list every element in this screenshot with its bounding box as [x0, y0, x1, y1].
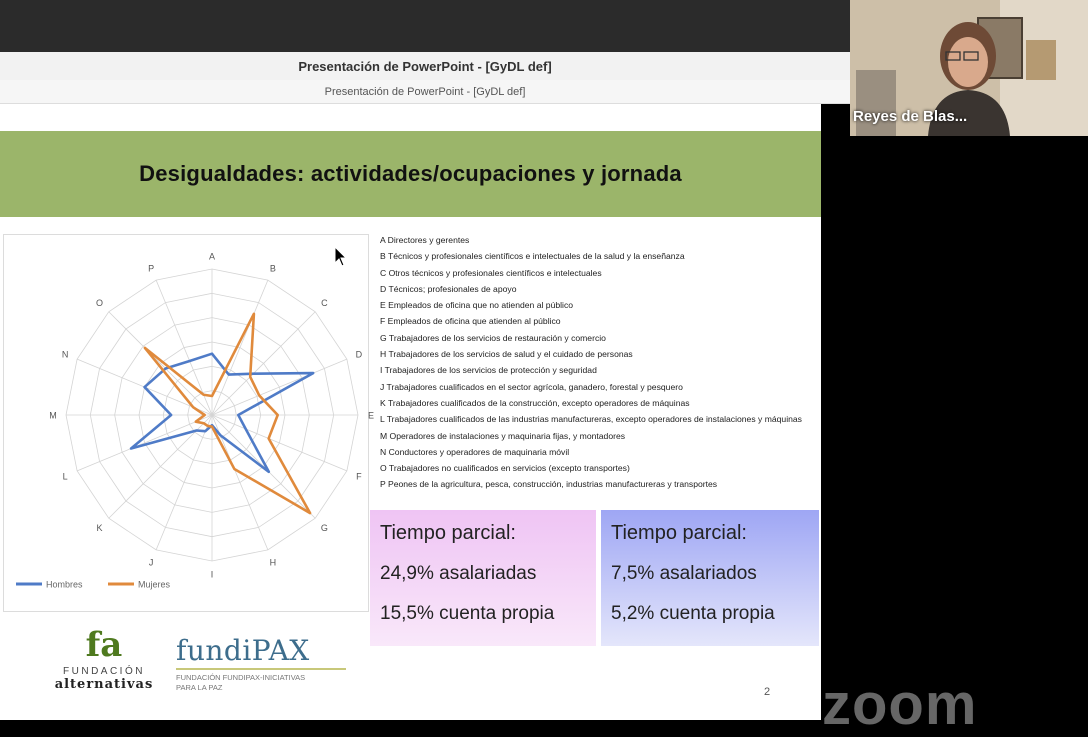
presentation-subtitle: Presentación de PowerPoint - [GyDL def]: [325, 86, 526, 98]
legend-item: L Trabajadores cualificados de las industrias manufactureras, excepto operadores de instalaciones y máquinas: [380, 411, 820, 427]
radar-spoke: [109, 312, 212, 415]
part-time-women-employed: 24,9% asalariadas: [380, 563, 586, 585]
fundacion-alternativas-logo: [44, 628, 164, 698]
radar-axis-label: C: [321, 298, 328, 308]
legend-item: B Técnicos y profesionales científicos e intelectuales de la salud y la enseñanza: [380, 248, 820, 264]
part-time-men-employed: 7,5% asalariados: [611, 563, 809, 585]
radar-axis-label: E: [368, 411, 374, 421]
legend-item: O Trabajadores no cualificados en servicios (excepto transportes): [380, 460, 820, 476]
presentation-title-bar: [0, 52, 850, 80]
radar-axis-label: J: [149, 557, 154, 567]
radar-axis-label: L: [63, 471, 68, 481]
radar-series-hombres: [131, 354, 313, 472]
presentation-title: Presentación de PowerPoint - [GyDL def]: [298, 59, 551, 74]
slide-header: [0, 131, 821, 217]
legend-item: A Directores y gerentes: [380, 232, 820, 248]
radar-spoke: [212, 359, 347, 415]
legend-item: E Empleados de oficina que no atienden al público: [380, 297, 820, 313]
legend-item: N Conductores y operadores de maquinaria móvil: [380, 444, 820, 460]
participant-name: Reyes de Blas...: [853, 108, 967, 125]
radar-chart-svg: [4, 235, 368, 611]
fundipax-logo: [176, 634, 356, 704]
presentation-subtitle-bar: [0, 80, 850, 104]
legend-item: J Trabajadores cualificados en el sector agrícola, ganadero, forestal y pesquero: [380, 379, 820, 395]
part-time-women-box: [370, 510, 596, 646]
radar-axis-label: D: [356, 350, 363, 360]
radar-axis-label: P: [148, 264, 154, 274]
fa-logo-mark: fa: [44, 628, 164, 662]
fundipax-name: fundiPAX: [176, 634, 356, 667]
radar-axis-label: I: [211, 570, 214, 580]
legend-item: M Operadores de instalaciones y maquinaria fijas, y montadores: [380, 428, 820, 444]
radar-axis-label: B: [270, 264, 276, 274]
legend-item: K Trabajadores cualificados de la construcción, excepto operadores de máquinas: [380, 395, 820, 411]
legend-item: G Trabajadores de los servicios de restauración y comercio: [380, 330, 820, 346]
top-black-bar: [0, 0, 850, 52]
fundipax-subtitle: FUNDACIÓN FUNDIPAX-INICIATIVAS PARA LA PAZ: [176, 673, 326, 693]
legend-item: C Otros técnicos y profesionales científicos e intelectuales: [380, 265, 820, 281]
radar-axis-label: G: [321, 523, 328, 533]
legend-item: H Trabajadores de los servicios de salud y el cuidado de personas: [380, 346, 820, 362]
occupation-legend-list: [380, 232, 820, 493]
radar-axis-label: K: [97, 523, 103, 533]
part-time-men-box: [601, 510, 819, 646]
legend-item: I Trabajadores de los servicios de protección y seguridad: [380, 362, 820, 378]
legend-item: D Técnicos; profesionales de apoyo: [380, 281, 820, 297]
radar-axis-label: F: [356, 471, 362, 481]
legend-item: F Empleados de oficina que atienden al público: [380, 313, 820, 329]
radar-axis-label: N: [62, 350, 69, 360]
slide-heading: Desigualdades: actividades/ocupaciones y jornada: [139, 161, 682, 187]
legend-item: P Peones de la agricultura, pesca, construcción, industrias manufactureras y transportes: [380, 476, 820, 492]
part-time-men-self-employed: 5,2% cuenta propia: [611, 603, 809, 625]
part-time-women-self-employed: 15,5% cuenta propia: [380, 603, 586, 625]
radar-axis-label: O: [96, 298, 103, 308]
fa-logo-line1: FUNDACIÓN: [44, 666, 164, 677]
fundipax-rule: [176, 668, 346, 670]
radar-spoke: [77, 415, 212, 471]
chart-legend-label: Mujeres: [138, 580, 171, 590]
part-time-women-title: Tiempo parcial:: [380, 522, 586, 545]
chart-legend-label: Hombres: [46, 580, 83, 590]
radar-axis-label: A: [209, 252, 215, 262]
zoom-watermark: zoom: [822, 676, 977, 734]
fa-logo-line2: alternativas: [44, 677, 164, 692]
radar-chart: [3, 234, 369, 612]
slide-number: 2: [764, 686, 770, 698]
radar-axis-label: H: [270, 557, 277, 567]
part-time-men-title: Tiempo parcial:: [611, 522, 809, 545]
slide: [0, 104, 821, 720]
radar-axis-label: M: [49, 411, 57, 421]
mouse-cursor-icon: [334, 246, 348, 268]
